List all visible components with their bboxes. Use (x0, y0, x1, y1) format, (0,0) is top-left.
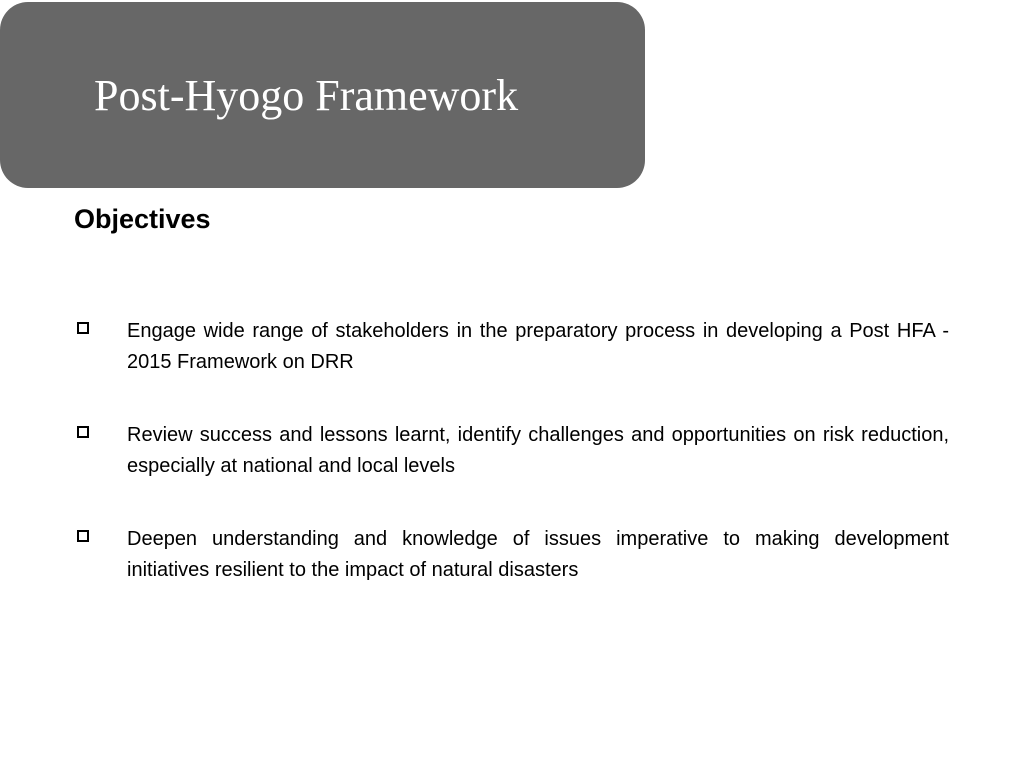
square-bullet-icon (77, 426, 89, 438)
bullet-text: Review success and lessons learnt, identify challenges and opportunities on risk reduction, especially at national and local levels (127, 424, 949, 477)
section-heading: Objectives (74, 204, 211, 234)
bullet-text: Deepen understanding and knowledge of issues imperative to making development initiatives resilient to the impact of natural disasters (127, 528, 949, 581)
list-item (74, 316, 949, 378)
list-item (74, 524, 949, 586)
title-banner (0, 2, 645, 188)
slide-title: Post-Hyogo Framework (94, 71, 519, 120)
bullet-text: Engage wide range of stakeholders in the preparatory process in developing a Post HFA - 2015 Framework on DRR (127, 320, 949, 373)
objectives-list (74, 316, 949, 628)
square-bullet-icon (77, 530, 89, 542)
list-item (74, 420, 949, 482)
square-bullet-icon (77, 322, 89, 334)
